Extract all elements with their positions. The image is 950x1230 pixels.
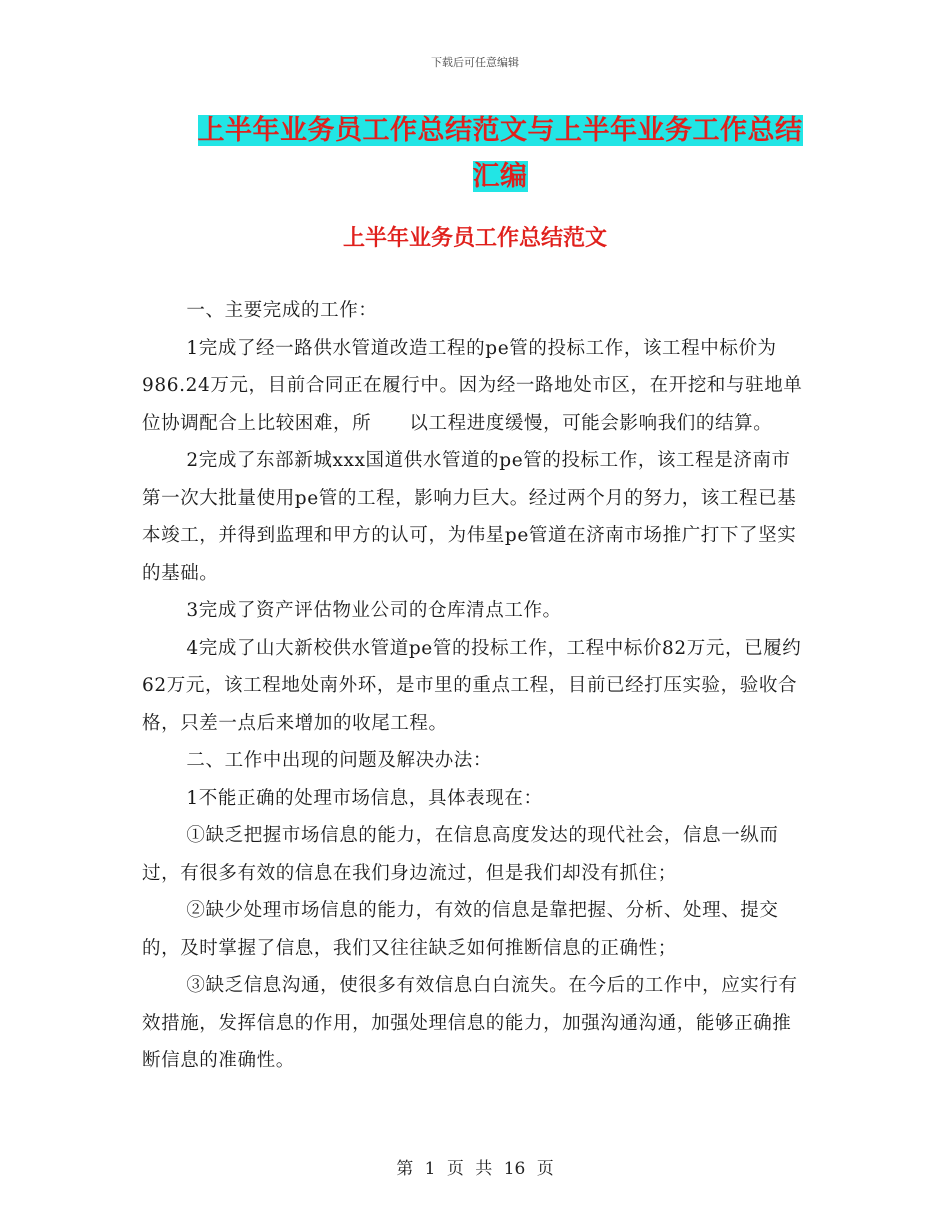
paragraph: 二、工作中出现的问题及解决办法： <box>186 750 492 771</box>
paragraph: 2完成了东部新城xxx国道供水管道的pe管的投标工作，该工程是济南市第一次大批量使用pe管的工程，影响力巨大。经过两个月的努力，该工程已基本竣工，并得到监理和甲方的认可，为伟星pe管道在济南市场推广打下了坚实的基础。 <box>142 450 797 584</box>
paragraph: ②缺少处理市场信息的能力，有效的信息是靠把握、分析、处理、提交的，及时掌握了信息，我们又往往缺乏如何推断信息的正确性； <box>142 900 779 959</box>
paragraph: 1不能正确的处理市场信息，具体表现在： <box>186 787 543 809</box>
paragraph: 4完成了山大新校供水管道pe管的投标工作，工程中标价82万元，已履约62万元，该工程地处南外环，是市里的重点工程，目前已经打压实验，验收合格，只差一点后来增加的收尾工程。 <box>142 637 802 734</box>
paragraph: ③缺乏信息沟通，使很多有效信息白白流失。在今后的工作中，应实行有效措施，发挥信息的作用，加强处理信息的能力，加强沟通沟通，能够正确推断信息的准确性。 <box>142 975 798 1071</box>
document-body <box>142 292 807 1080</box>
paragraph: 3完成了资产评估物业公司的仓库清点工作。 <box>186 600 562 621</box>
section-title: 上半年业务员工作总结范文 <box>342 226 607 251</box>
paragraph: ①缺乏把握市场信息的能力，在信息高度发达的现代社会，信息一纵而过，有很多有效的信息在我们身边流过，但是我们却没有抓住； <box>142 825 779 884</box>
paragraph: 一、主要完成的工作： <box>186 300 378 321</box>
document-title <box>190 108 810 200</box>
page-footer: 第 1 页 共 16 页 <box>396 1159 554 1179</box>
document-title-text: 上半年业务员工作总结范文与上半年业务工作总结汇编 <box>197 115 803 192</box>
header-note: 下载后可任意编辑 <box>431 56 519 69</box>
paragraph: 1完成了经一路供水管道改造工程的pe管的投标工作，该工程中标价为986.24万元，目前合同正在履行中。因为经一路地处市区，在开挖和与驻地单位协调配合上比较困难，所 以工程进度缓慢，可能会影响我们的结算。 <box>142 337 803 434</box>
